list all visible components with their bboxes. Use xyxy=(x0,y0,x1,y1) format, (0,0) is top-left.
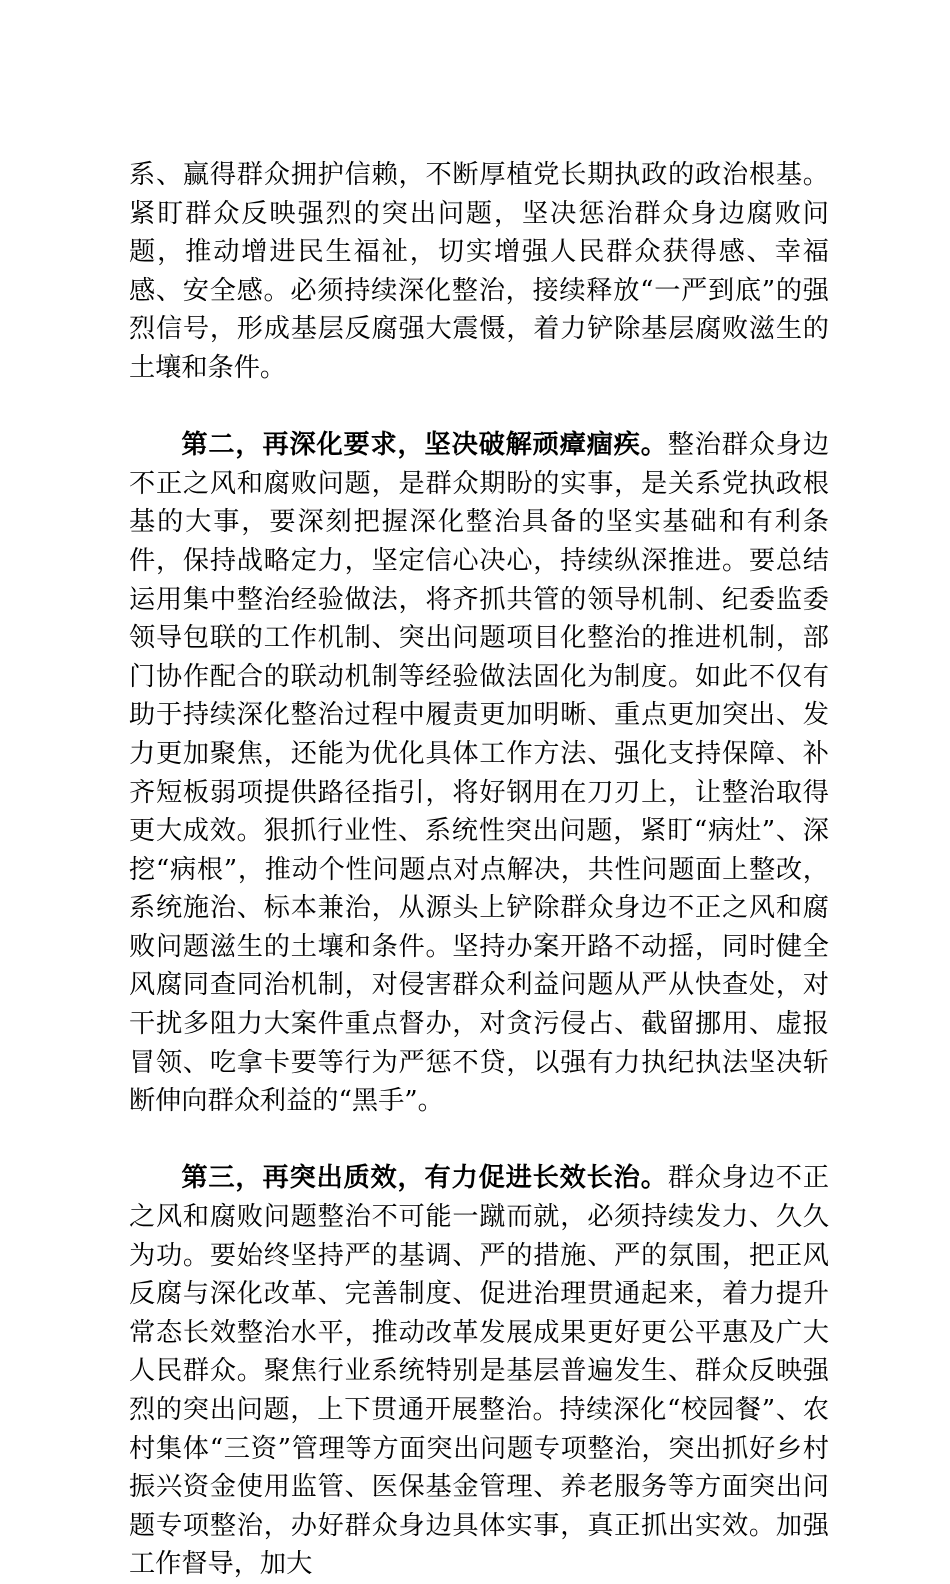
paragraph-1-body: 系、赢得群众拥护信赖，不断厚植党长期执政的政治根基。紧盯群众反映强烈的突出问题，坚决惩治群众身边腐败问题，推动增进民生福祉，切实增强人民群众获得感、幸福感、安全感。必须持续深化整治，接续释放“一严到底”的强烈信号，形成基层反腐强大震慑，着力铲除基层腐败滋生的土壤和条件。 xyxy=(129,160,829,383)
paragraph-3-body: 群众身边不正之风和腐败问题整治不可能一蹴而就，必须持续发力、久久为功。要始终坚持严的基调、严的措施、严的氛围，把正风反腐与深化改革、完善制度、促进治理贯通起来，着力提升常态长效整治水平，推动改革发展成果更好更公平惠及广大人民群众。聚焦行业系统特别是基层普遍发生、群众反映强烈的突出问题，上下贯通开展整治。持续深化“校园餐”、农村集体“三资”管理等方面突出问题专项整治，突出抓好乡村振兴资金使用监管、医保基金管理、养老服务等方面突出问题专项整治，办好群众身边具体实事，真正抓出实效。加强工作督导，加大 xyxy=(129,1163,830,1580)
paragraph-third-point xyxy=(129,1159,829,1584)
paragraph-3-lead: 第三，再突出质效，有力促进长效长治。 xyxy=(181,1162,668,1194)
paragraph-2-body: 整治群众身边不正之风和腐败问题，是群众期盼的实事，是关系党执政根基的大事，要深刻把握深化整治具备的坚实基础和有利条件，保持战略定力，坚定信心决心，持续纵深推进。要总结运用集中整治经验做法，将齐抓共管的领导机制、纪委监委领导包联的工作机制、突出问题项目化整治的推进机制，部门协作配合的联动机制等经验做法固化为制度。如此不仅有助于持续深化整治过程中履责更加明晰、重点更加突出、发力更加聚焦，还能为优化具体工作方法、强化支持保障、补齐短板弱项提供路径指引，将好钢用在刀刃上，让整治取得更大成效。狠抓行业性、系统性突出问题，紧盯“病灶”、深挖“病根”，推动个性问题点对点解决，共性问题面上整改，系统施治、标本兼治，从源头上铲除群众身边不正之风和腐败问题滋生的土壤和条件。坚持办案开路不动摇，同时健全风腐同查同治机制，对侵害群众利益问题从严从快查处，对干扰多阻力大案件重点督办，对贪污侵占、截留挪用、虚报冒领、吃拿卡要等行为严惩不贷，以强有力执纪执法坚决斩断伸向群众利益的“黑手”。 xyxy=(129,430,830,1117)
document-page xyxy=(129,156,829,1584)
paragraph-continuation xyxy=(129,156,829,388)
paragraph-2-lead: 第二，再深化要求，坚决破解顽瘴痼疾。 xyxy=(181,429,668,461)
paragraph-second-point xyxy=(129,426,829,1121)
